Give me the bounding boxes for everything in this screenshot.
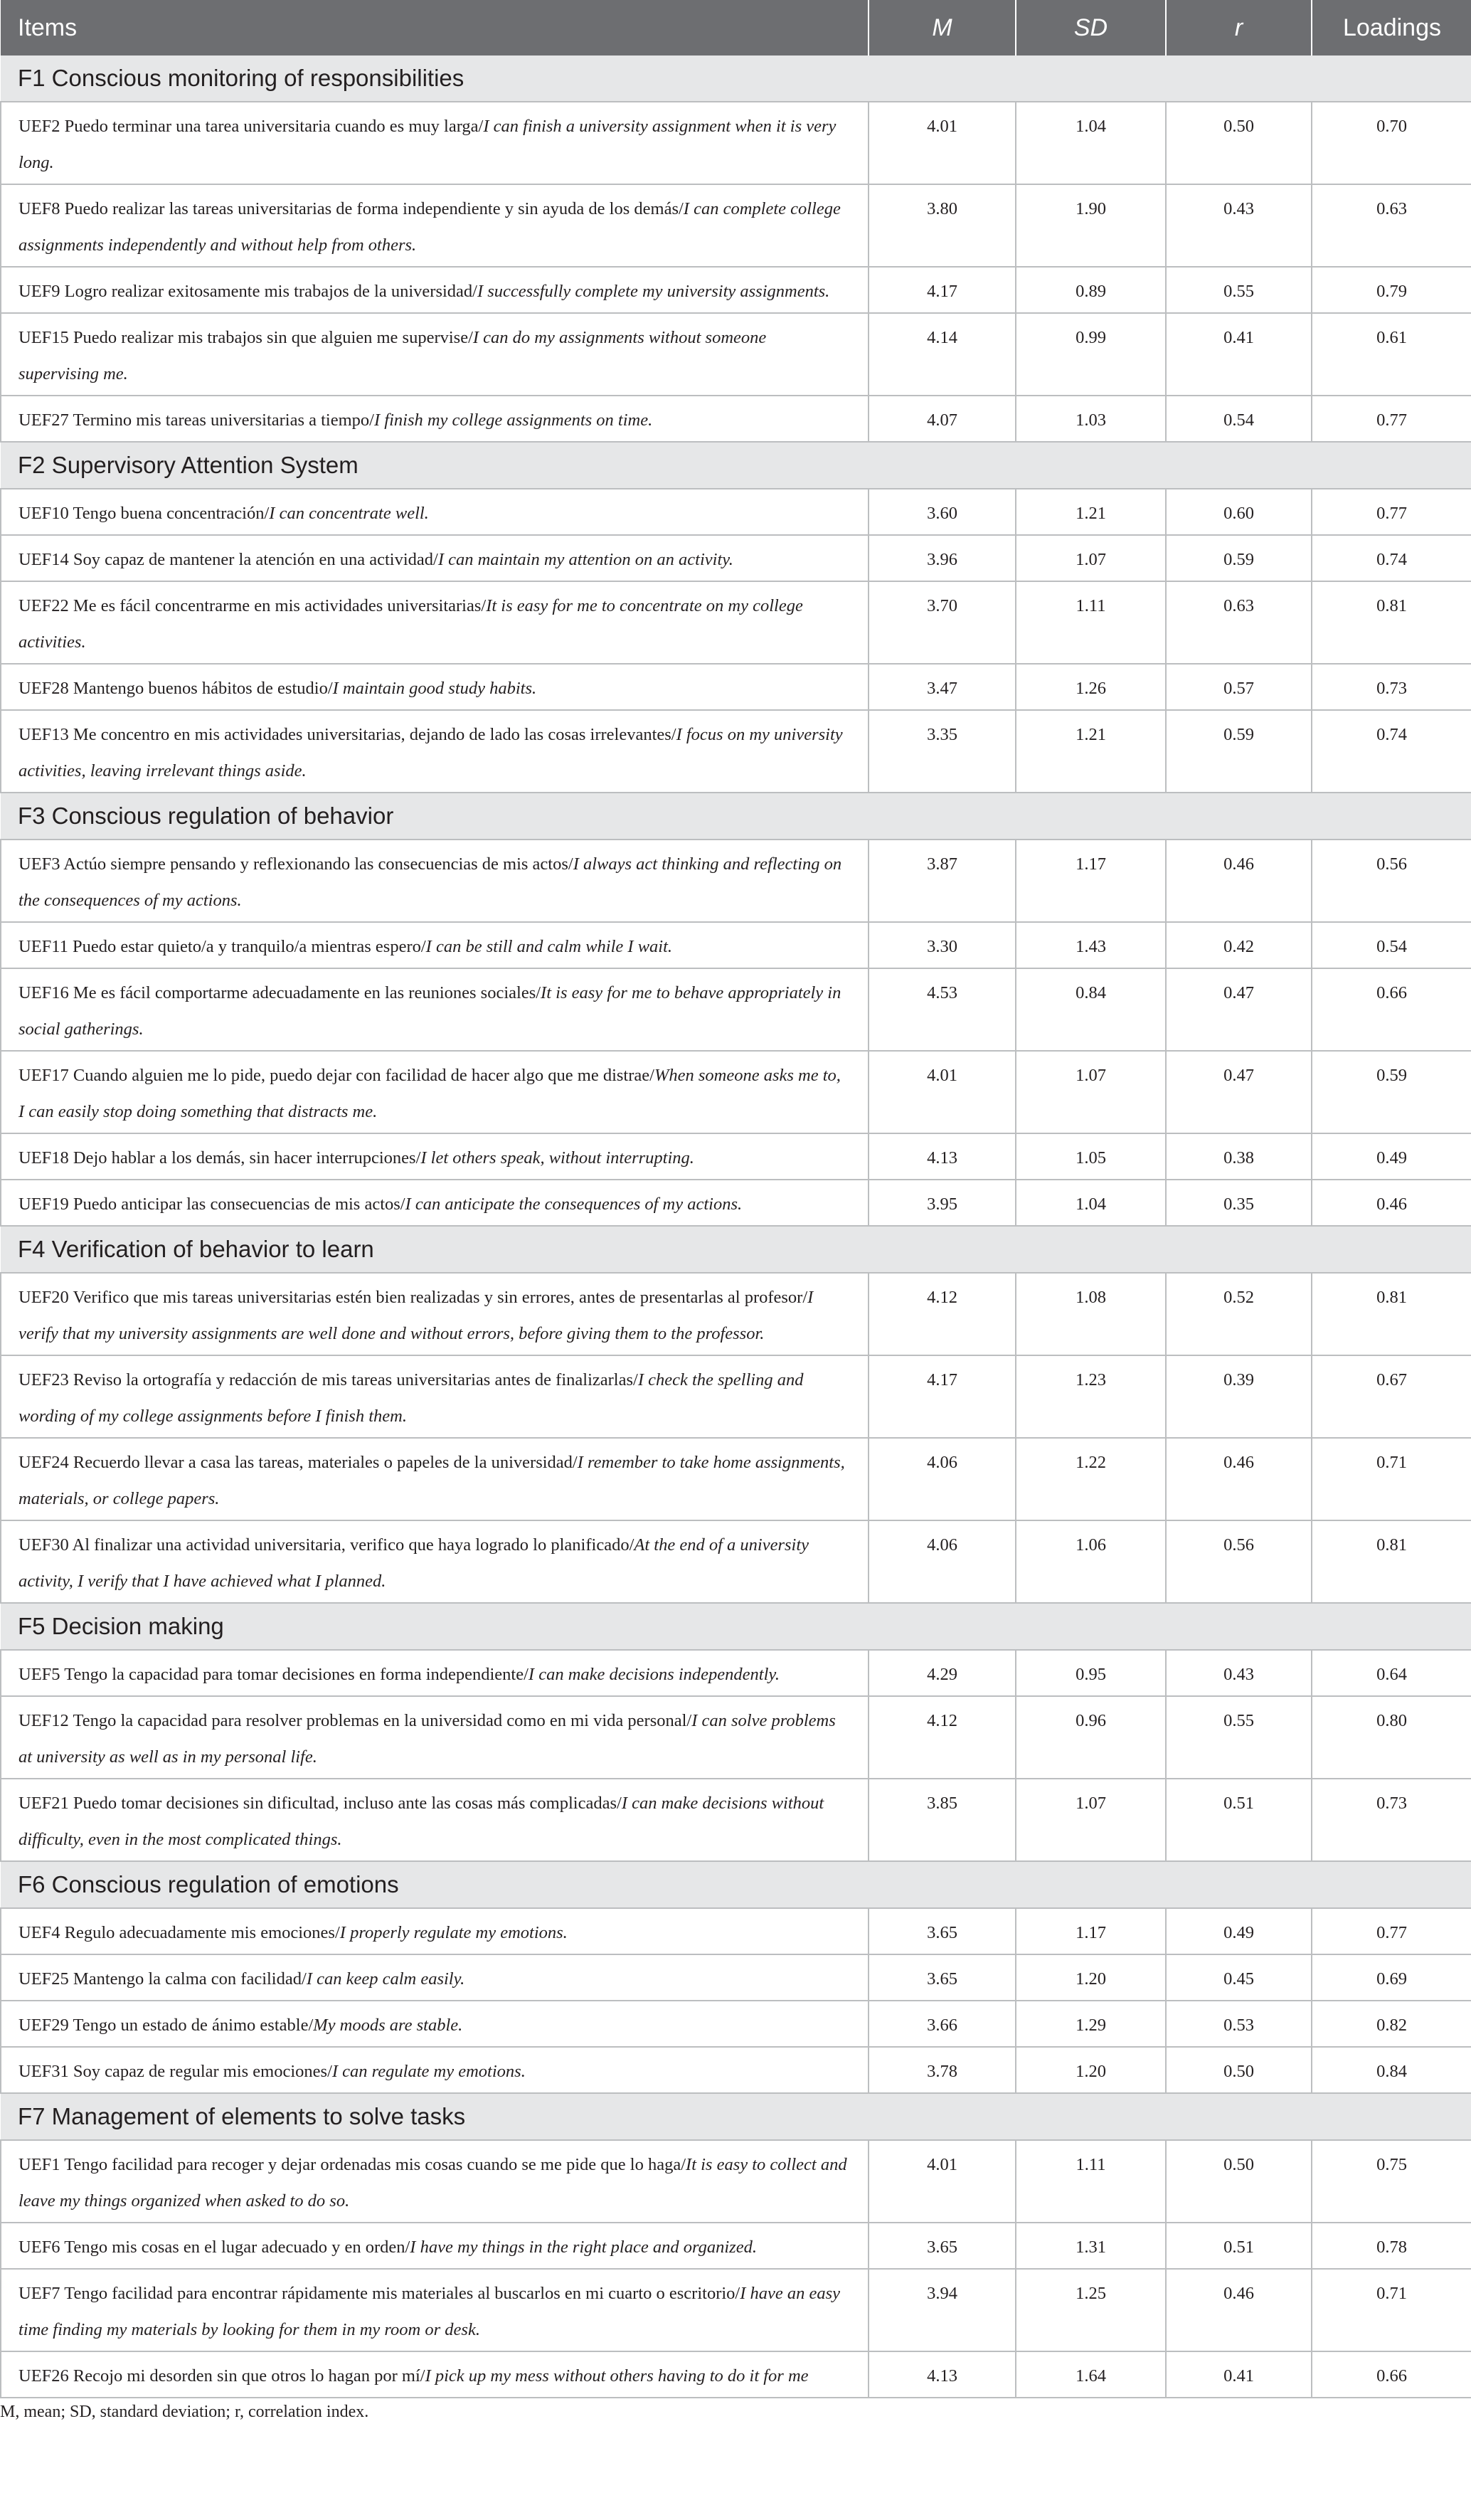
section-row bbox=[1, 1861, 1471, 1908]
item-spanish: UEF3 Actúo siempre pensando y reflexionando las consecuencias de mis actos/ bbox=[18, 854, 573, 874]
cell-mean: 4.14 bbox=[869, 313, 1016, 396]
item-spanish: UEF23 Reviso la ortografía y redacción de mis tareas universitarias antes de finalizarlas/ bbox=[18, 1370, 638, 1389]
cell-r: 0.57 bbox=[1166, 664, 1312, 710]
cell-sd: 1.07 bbox=[1016, 535, 1166, 581]
item-spanish: UEF9 Logro realizar exitosamente mis trabajos de la universidad/ bbox=[18, 282, 477, 301]
cell-mean: 3.70 bbox=[869, 581, 1016, 664]
item-text bbox=[1, 489, 869, 535]
cell-r: 0.39 bbox=[1166, 1355, 1312, 1438]
cell-r: 0.55 bbox=[1166, 267, 1312, 313]
cell-loading: 0.73 bbox=[1312, 664, 1471, 710]
item-english: I have an easy time finding my materials by looking for them in my room or desk. bbox=[18, 2284, 841, 2339]
cell-sd: 1.64 bbox=[1016, 2351, 1166, 2398]
cell-loading: 0.73 bbox=[1312, 1779, 1471, 1861]
item-english: I can do my assignments without someone supervising me. bbox=[18, 328, 767, 383]
cell-r: 0.51 bbox=[1166, 2223, 1312, 2269]
cell-mean: 4.17 bbox=[869, 267, 1016, 313]
cell-loading: 0.74 bbox=[1312, 710, 1471, 793]
table-row bbox=[1, 2140, 1471, 2223]
cell-r: 0.50 bbox=[1166, 2047, 1312, 2093]
cell-r: 0.59 bbox=[1166, 535, 1312, 581]
cell-r: 0.42 bbox=[1166, 922, 1312, 968]
cell-r: 0.35 bbox=[1166, 1180, 1312, 1226]
item-text bbox=[1, 1273, 869, 1355]
cell-mean: 3.30 bbox=[869, 922, 1016, 968]
cell-r: 0.46 bbox=[1166, 1438, 1312, 1520]
cell-sd: 1.90 bbox=[1016, 184, 1166, 267]
cell-loading: 0.81 bbox=[1312, 581, 1471, 664]
cell-loading: 0.75 bbox=[1312, 2140, 1471, 2223]
cell-sd: 1.04 bbox=[1016, 1180, 1166, 1226]
cell-loading: 0.56 bbox=[1312, 840, 1471, 922]
section-title: F2 Supervisory Attention System bbox=[1, 442, 1471, 489]
table-body bbox=[1, 55, 1471, 2398]
table-row bbox=[1, 2001, 1471, 2047]
cell-sd: 0.95 bbox=[1016, 1650, 1166, 1696]
cell-loading: 0.77 bbox=[1312, 1908, 1471, 1954]
item-spanish: UEF16 Me es fácil comportarme adecuadamente en las reuniones sociales/ bbox=[18, 983, 541, 1002]
header-mean: M bbox=[869, 0, 1016, 55]
item-spanish: UEF31 Soy capaz de regular mis emociones/ bbox=[18, 2062, 332, 2081]
item-text bbox=[1, 1438, 869, 1520]
cell-r: 0.43 bbox=[1166, 1650, 1312, 1696]
cell-r: 0.59 bbox=[1166, 710, 1312, 793]
item-text bbox=[1, 1954, 869, 2001]
cell-sd: 1.43 bbox=[1016, 922, 1166, 968]
cell-mean: 3.80 bbox=[869, 184, 1016, 267]
item-english: I can make decisions independently. bbox=[528, 1665, 780, 1684]
item-spanish: UEF8 Puedo realizar las tareas universitarias de forma independiente y sin ayuda de los demás/ bbox=[18, 199, 684, 218]
section-row bbox=[1, 2093, 1471, 2140]
item-spanish: UEF1 Tengo facilidad para recoger y dejar ordenadas mis cosas cuando se me pide que lo haga/ bbox=[18, 2155, 686, 2174]
cell-loading: 0.71 bbox=[1312, 2269, 1471, 2351]
section-title: F1 Conscious monitoring of responsibilities bbox=[1, 55, 1471, 102]
item-english: I can keep calm easily. bbox=[306, 1969, 465, 1989]
section-row bbox=[1, 55, 1471, 102]
cell-sd: 1.23 bbox=[1016, 1355, 1166, 1438]
cell-r: 0.63 bbox=[1166, 581, 1312, 664]
item-text bbox=[1, 1696, 869, 1779]
item-english: It is easy for me to concentrate on my college activities. bbox=[18, 596, 803, 652]
cell-r: 0.56 bbox=[1166, 1520, 1312, 1603]
item-english: I finish my college assignments on time. bbox=[373, 411, 653, 430]
item-text bbox=[1, 2223, 869, 2269]
cell-mean: 4.06 bbox=[869, 1520, 1016, 1603]
table-row bbox=[1, 396, 1471, 442]
item-spanish: UEF25 Mantengo la calma con facilidad/ bbox=[18, 1969, 307, 1989]
cell-mean: 4.12 bbox=[869, 1273, 1016, 1355]
cell-loading: 0.67 bbox=[1312, 1355, 1471, 1438]
cell-sd: 1.17 bbox=[1016, 1908, 1166, 1954]
cell-sd: 1.26 bbox=[1016, 664, 1166, 710]
cell-sd: 1.07 bbox=[1016, 1051, 1166, 1133]
item-spanish: UEF15 Puedo realizar mis trabajos sin que alguien me supervise/ bbox=[18, 328, 473, 347]
cell-loading: 0.78 bbox=[1312, 2223, 1471, 2269]
cell-sd: 1.11 bbox=[1016, 2140, 1166, 2223]
item-spanish: UEF4 Regulo adecuadamente mis emociones/ bbox=[18, 1923, 340, 1942]
table-row bbox=[1, 840, 1471, 922]
cell-r: 0.43 bbox=[1166, 184, 1312, 267]
table-row bbox=[1, 1650, 1471, 1696]
cell-r: 0.49 bbox=[1166, 1908, 1312, 1954]
cell-r: 0.52 bbox=[1166, 1273, 1312, 1355]
item-english: I can anticipate the consequences of my actions. bbox=[405, 1195, 743, 1214]
item-english: It is easy to collect and leave my things organized when asked to do so. bbox=[18, 2155, 847, 2211]
item-english: At the end of a university activity, I verify that I have achieved what I planned. bbox=[18, 1535, 809, 1591]
header-items: Items bbox=[1, 0, 869, 55]
cell-sd: 1.31 bbox=[1016, 2223, 1166, 2269]
cell-mean: 3.94 bbox=[869, 2269, 1016, 2351]
cell-mean: 3.85 bbox=[869, 1779, 1016, 1861]
section-row bbox=[1, 1603, 1471, 1650]
cell-loading: 0.77 bbox=[1312, 396, 1471, 442]
cell-mean: 4.01 bbox=[869, 102, 1016, 184]
item-english: I can complete college assignments independently and without help from others. bbox=[18, 199, 841, 255]
section-title: F6 Conscious regulation of emotions bbox=[1, 1861, 1471, 1908]
table-row bbox=[1, 267, 1471, 313]
header-row bbox=[1, 0, 1471, 55]
section-title: F7 Management of elements to solve tasks bbox=[1, 2093, 1471, 2140]
item-english: I can be still and calm while I wait. bbox=[425, 937, 673, 956]
table-row bbox=[1, 2047, 1471, 2093]
cell-sd: 1.11 bbox=[1016, 581, 1166, 664]
section-row bbox=[1, 1226, 1471, 1273]
item-spanish: UEF22 Me es fácil concentrarme en mis actividades universitarias/ bbox=[18, 596, 487, 615]
item-spanish: UEF21 Puedo tomar decisiones sin dificultad, incluso ante las cosas más complicadas/ bbox=[18, 1794, 622, 1813]
cell-sd: 1.06 bbox=[1016, 1520, 1166, 1603]
table-row bbox=[1, 1908, 1471, 1954]
item-english: I properly regulate my emotions. bbox=[339, 1923, 568, 1942]
cell-sd: 1.21 bbox=[1016, 489, 1166, 535]
item-text bbox=[1, 1051, 869, 1133]
item-english: I maintain good study habits. bbox=[332, 679, 537, 698]
cell-mean: 3.87 bbox=[869, 840, 1016, 922]
item-text bbox=[1, 922, 869, 968]
cell-loading: 0.71 bbox=[1312, 1438, 1471, 1520]
item-spanish: UEF7 Tengo facilidad para encontrar rápidamente mis materiales al buscarlos en mi cuarto o escritorio/ bbox=[18, 2284, 740, 2303]
item-spanish: UEF19 Puedo anticipar las consecuencias de mis actos/ bbox=[18, 1195, 405, 1214]
cell-sd: 1.22 bbox=[1016, 1438, 1166, 1520]
cell-sd: 0.96 bbox=[1016, 1696, 1166, 1779]
cell-loading: 0.54 bbox=[1312, 922, 1471, 968]
cell-loading: 0.59 bbox=[1312, 1051, 1471, 1133]
item-english: My moods are stable. bbox=[313, 2016, 463, 2035]
item-english: I can solve problems at university as well as in my personal life. bbox=[18, 1711, 836, 1767]
cell-loading: 0.81 bbox=[1312, 1520, 1471, 1603]
item-text bbox=[1, 968, 869, 1051]
cell-r: 0.38 bbox=[1166, 1133, 1312, 1180]
item-spanish: UEF17 Cuando alguien me lo pide, puedo dejar con facilidad de hacer algo que me distrae/ bbox=[18, 1066, 654, 1085]
item-spanish: UEF27 Termino mis tareas universitarias a tiempo/ bbox=[18, 411, 374, 430]
item-text bbox=[1, 2269, 869, 2351]
cell-loading: 0.49 bbox=[1312, 1133, 1471, 1180]
item-spanish: UEF29 Tengo un estado de ánimo estable/ bbox=[18, 2016, 314, 2035]
table-row bbox=[1, 1180, 1471, 1226]
item-spanish: UEF28 Mantengo buenos hábitos de estudio/ bbox=[18, 679, 333, 698]
table-row bbox=[1, 1051, 1471, 1133]
item-text bbox=[1, 313, 869, 396]
table-row bbox=[1, 184, 1471, 267]
item-english: I can finish a university assignment when it is very long. bbox=[18, 117, 837, 172]
item-text bbox=[1, 2047, 869, 2093]
cell-loading: 0.80 bbox=[1312, 1696, 1471, 1779]
item-english: When someone asks me to, I can easily stop doing something that distracts me. bbox=[18, 1066, 841, 1121]
item-english: I can regulate my emotions. bbox=[331, 2062, 526, 2081]
item-spanish: UEF30 Al finalizar una actividad universitaria, verifico que haya logrado lo planificado/ bbox=[18, 1535, 634, 1555]
cell-sd: 0.99 bbox=[1016, 313, 1166, 396]
item-text bbox=[1, 184, 869, 267]
cell-loading: 0.70 bbox=[1312, 102, 1471, 184]
cell-r: 0.47 bbox=[1166, 1051, 1312, 1133]
table-row bbox=[1, 664, 1471, 710]
item-text bbox=[1, 2140, 869, 2223]
cell-sd: 1.05 bbox=[1016, 1133, 1166, 1180]
cell-loading: 0.66 bbox=[1312, 968, 1471, 1051]
table-row bbox=[1, 1954, 1471, 2001]
item-english: I verify that my university assignments are well done and without errors, before giving them to the professor. bbox=[18, 1288, 814, 1343]
table-row bbox=[1, 1133, 1471, 1180]
cell-r: 0.41 bbox=[1166, 313, 1312, 396]
table-row bbox=[1, 1355, 1471, 1438]
item-spanish: UEF6 Tengo mis cosas en el lugar adecuado y en orden/ bbox=[18, 2238, 410, 2257]
cell-sd: 1.17 bbox=[1016, 840, 1166, 922]
table-row bbox=[1, 710, 1471, 793]
item-english: I pick up my mess without others having to do it for me bbox=[425, 2366, 809, 2386]
cell-loading: 0.69 bbox=[1312, 1954, 1471, 2001]
cell-r: 0.46 bbox=[1166, 840, 1312, 922]
cell-mean: 4.13 bbox=[869, 2351, 1016, 2398]
cell-r: 0.51 bbox=[1166, 1779, 1312, 1861]
cell-loading: 0.64 bbox=[1312, 1650, 1471, 1696]
cell-mean: 4.13 bbox=[869, 1133, 1016, 1180]
table-row bbox=[1, 1520, 1471, 1603]
item-text bbox=[1, 2001, 869, 2047]
header-loadings: Loadings bbox=[1312, 0, 1471, 55]
cell-sd: 1.08 bbox=[1016, 1273, 1166, 1355]
cell-loading: 0.63 bbox=[1312, 184, 1471, 267]
cell-sd: 1.20 bbox=[1016, 1954, 1166, 2001]
item-text bbox=[1, 664, 869, 710]
table-row bbox=[1, 581, 1471, 664]
cell-mean: 4.01 bbox=[869, 1051, 1016, 1133]
cell-loading: 0.74 bbox=[1312, 535, 1471, 581]
table-row bbox=[1, 2223, 1471, 2269]
table-row bbox=[1, 968, 1471, 1051]
item-text bbox=[1, 710, 869, 793]
item-english: I have my things in the right place and organized. bbox=[410, 2238, 757, 2257]
table-row bbox=[1, 1779, 1471, 1861]
cell-mean: 3.65 bbox=[869, 1908, 1016, 1954]
item-spanish: UEF2 Puedo terminar una tarea universitaria cuando es muy larga/ bbox=[18, 117, 484, 136]
cell-r: 0.50 bbox=[1166, 102, 1312, 184]
cell-mean: 3.66 bbox=[869, 2001, 1016, 2047]
item-spanish: UEF5 Tengo la capacidad para tomar decisiones en forma independiente/ bbox=[18, 1665, 529, 1684]
cell-r: 0.45 bbox=[1166, 1954, 1312, 2001]
item-english: I focus on my university activities, leaving irrelevant things aside. bbox=[18, 725, 843, 780]
cell-mean: 3.60 bbox=[869, 489, 1016, 535]
item-spanish: UEF26 Recojo mi desorden sin que otros lo hagan por mí/ bbox=[18, 2366, 425, 2386]
table-row bbox=[1, 2351, 1471, 2398]
item-english: I let others speak, without interrupting. bbox=[420, 1148, 694, 1168]
table-row bbox=[1, 489, 1471, 535]
cell-mean: 3.35 bbox=[869, 710, 1016, 793]
cell-mean: 3.47 bbox=[869, 664, 1016, 710]
table-row bbox=[1, 922, 1471, 968]
section-title: F3 Conscious regulation of behavior bbox=[1, 793, 1471, 840]
cell-loading: 0.82 bbox=[1312, 2001, 1471, 2047]
table-row bbox=[1, 313, 1471, 396]
item-spanish: UEF24 Recuerdo llevar a casa las tareas, materiales o papeles de la universidad/ bbox=[18, 1453, 578, 1472]
cell-mean: 4.17 bbox=[869, 1355, 1016, 1438]
table-row bbox=[1, 2269, 1471, 2351]
table-row bbox=[1, 1696, 1471, 1779]
cell-r: 0.41 bbox=[1166, 2351, 1312, 2398]
cell-mean: 3.65 bbox=[869, 1954, 1016, 2001]
cell-mean: 4.53 bbox=[869, 968, 1016, 1051]
cell-sd: 1.03 bbox=[1016, 396, 1166, 442]
table-row bbox=[1, 1438, 1471, 1520]
cell-r: 0.50 bbox=[1166, 2140, 1312, 2223]
cell-r: 0.53 bbox=[1166, 2001, 1312, 2047]
cell-sd: 1.04 bbox=[1016, 102, 1166, 184]
item-spanish: UEF14 Soy capaz de mantener la atención en una actividad/ bbox=[18, 550, 438, 569]
cell-sd: 1.21 bbox=[1016, 710, 1166, 793]
cell-r: 0.60 bbox=[1166, 489, 1312, 535]
cell-sd: 0.84 bbox=[1016, 968, 1166, 1051]
section-row bbox=[1, 442, 1471, 489]
cell-mean: 4.01 bbox=[869, 2140, 1016, 2223]
item-text bbox=[1, 1355, 869, 1438]
item-english: I can maintain my attention on an activity. bbox=[437, 550, 733, 569]
cell-mean: 4.29 bbox=[869, 1650, 1016, 1696]
cell-loading: 0.79 bbox=[1312, 267, 1471, 313]
cell-r: 0.55 bbox=[1166, 1696, 1312, 1779]
section-title: F4 Verification of behavior to learn bbox=[1, 1226, 1471, 1273]
section-row bbox=[1, 793, 1471, 840]
item-text bbox=[1, 396, 869, 442]
item-text bbox=[1, 2351, 869, 2398]
cell-loading: 0.81 bbox=[1312, 1273, 1471, 1355]
cell-loading: 0.77 bbox=[1312, 489, 1471, 535]
item-spanish: UEF13 Me concentro en mis actividades universitarias, dejando de lado las cosas irrelevantes/ bbox=[18, 725, 676, 744]
table-row bbox=[1, 535, 1471, 581]
cell-sd: 0.89 bbox=[1016, 267, 1166, 313]
table-row bbox=[1, 1273, 1471, 1355]
item-spanish: UEF11 Puedo estar quieto/a y tranquilo/a mientras espero/ bbox=[18, 937, 426, 956]
header-r: r bbox=[1166, 0, 1312, 55]
header-sd: SD bbox=[1016, 0, 1166, 55]
item-spanish: UEF20 Verifico que mis tareas universitarias estén bien realizadas y sin errores, antes de presentarlas al profesor/ bbox=[18, 1288, 808, 1307]
cell-sd: 1.29 bbox=[1016, 2001, 1166, 2047]
cell-r: 0.54 bbox=[1166, 396, 1312, 442]
item-text bbox=[1, 535, 869, 581]
item-english: I can make decisions without difficulty, even in the most complicated things. bbox=[18, 1794, 824, 1849]
item-text bbox=[1, 1133, 869, 1180]
cell-sd: 1.20 bbox=[1016, 2047, 1166, 2093]
item-spanish: UEF12 Tengo la capacidad para resolver problemas en la universidad como en mi vida personal/ bbox=[18, 1711, 692, 1730]
item-text bbox=[1, 581, 869, 664]
item-text bbox=[1, 102, 869, 184]
item-english: I successfully complete my university assignments. bbox=[477, 282, 830, 301]
section-title: F5 Decision making bbox=[1, 1603, 1471, 1650]
cell-loading: 0.61 bbox=[1312, 313, 1471, 396]
item-text bbox=[1, 1779, 869, 1861]
item-text bbox=[1, 1908, 869, 1954]
table-row bbox=[1, 102, 1471, 184]
item-text bbox=[1, 267, 869, 313]
cell-mean: 4.12 bbox=[869, 1696, 1016, 1779]
item-english: I can concentrate well. bbox=[269, 504, 429, 523]
cell-mean: 3.65 bbox=[869, 2223, 1016, 2269]
item-spanish: UEF18 Dejo hablar a los demás, sin hacer interrupciones/ bbox=[18, 1148, 421, 1168]
cell-mean: 4.07 bbox=[869, 396, 1016, 442]
cell-loading: 0.46 bbox=[1312, 1180, 1471, 1226]
item-english: I remember to take home assignments, materials, or college papers. bbox=[18, 1453, 845, 1508]
item-text bbox=[1, 1520, 869, 1603]
table-footnote: M, mean; SD, standard deviation; r, correlation index. bbox=[0, 2403, 369, 2421]
cell-sd: 1.07 bbox=[1016, 1779, 1166, 1861]
item-english: I always act thinking and reflecting on the consequences of my actions. bbox=[18, 854, 842, 910]
cell-r: 0.47 bbox=[1166, 968, 1312, 1051]
cell-mean: 3.78 bbox=[869, 2047, 1016, 2093]
item-english: I check the spelling and wording of my college assignments before I finish them. bbox=[18, 1370, 804, 1426]
item-text bbox=[1, 840, 869, 922]
item-english: It is easy for me to behave appropriately in social gatherings. bbox=[18, 983, 841, 1039]
cell-r: 0.46 bbox=[1166, 2269, 1312, 2351]
item-text bbox=[1, 1650, 869, 1696]
cell-mean: 3.95 bbox=[869, 1180, 1016, 1226]
item-spanish: UEF10 Tengo buena concentración/ bbox=[18, 504, 270, 523]
cell-loading: 0.66 bbox=[1312, 2351, 1471, 2398]
cell-sd: 1.25 bbox=[1016, 2269, 1166, 2351]
table-header bbox=[1, 0, 1471, 55]
cell-mean: 4.06 bbox=[869, 1438, 1016, 1520]
item-text bbox=[1, 1180, 869, 1226]
cell-mean: 3.96 bbox=[869, 535, 1016, 581]
cell-loading: 0.84 bbox=[1312, 2047, 1471, 2093]
